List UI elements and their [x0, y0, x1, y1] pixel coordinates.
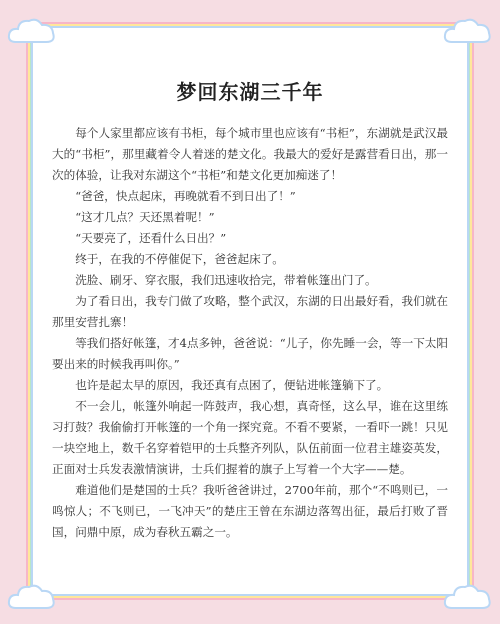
- paragraph: 为了看日出，我专门做了攻略，整个武汉，东湖的日出最好看，我们就在那里安营扎寨！: [52, 294, 448, 329]
- cloud-icon: [442, 14, 494, 48]
- paragraph: 难道他们是楚国的士兵？我听爸爸讲过，2700年前，那个“不鸣则已，一鸣惊人；不飞则已，一飞冲天”的楚庄王曾在东湖边落驾出征，最后打败了晋国，问鼎中原，成为春秋五霸之一。: [52, 483, 448, 539]
- essay-title: 梦回东湖三千年: [176, 80, 324, 104]
- paragraph: 每个人家里都应该有书柜，每个城市里也应该有“书柜”，东湖就是武汉最大的“书柜”，那里藏着令人着迷的楚文化。我最大的爱好是露营看日出，那一次的体验，让我对东湖这个“书柜”和楚文化更加痴迷了！: [52, 126, 448, 182]
- rainbow-border-right: [467, 22, 474, 600]
- rainbow-border-top: [26, 22, 474, 28]
- cloud-icon: [6, 580, 58, 614]
- paragraph: 不一会儿，帐篷外响起一阵鼓声，我心想，真奇怪，这么早，谁在这里练习打鼓？我偷偷打开帐篷的一个角一探究竟。不看不要紧，一看吓一跳！只见一块空地上，数千名穿着铠甲的士兵整齐列队，队伍前面一位君主雄姿英发，正面对士兵发表激情演讲，士兵们握着的旗子上写着一个大字——楚。: [52, 399, 448, 476]
- paragraph: 洗脸、刷牙、穿衣服，我们迅速收拾完，带着帐篷出门了。: [75, 273, 377, 287]
- essay-content: [52, 70, 448, 543]
- paragraph: “天要亮了，还看什么日出？”: [75, 231, 227, 245]
- paragraph: 也许是起太早的原因，我还真有点困了，便钻进帐篷躺下了。: [75, 378, 389, 392]
- rainbow-border-left: [26, 22, 33, 600]
- cloud-icon: [6, 14, 58, 48]
- paragraph: 终于，在我的不停催促下，爸爸起床了。: [75, 252, 284, 266]
- paragraph: “这才几点？天还黑着呢！”: [75, 210, 215, 224]
- paragraph: 等我们搭好帐篷，才4点多钟，爸爸说：“儿子，你先睡一会，等一下太阳要出来的时候我再叫你。”: [52, 336, 448, 371]
- rainbow-border-bottom: [26, 594, 474, 600]
- cloud-icon: [442, 580, 494, 614]
- paragraph: “爸爸，快点起床，再晚就看不到日出了！”: [75, 189, 296, 203]
